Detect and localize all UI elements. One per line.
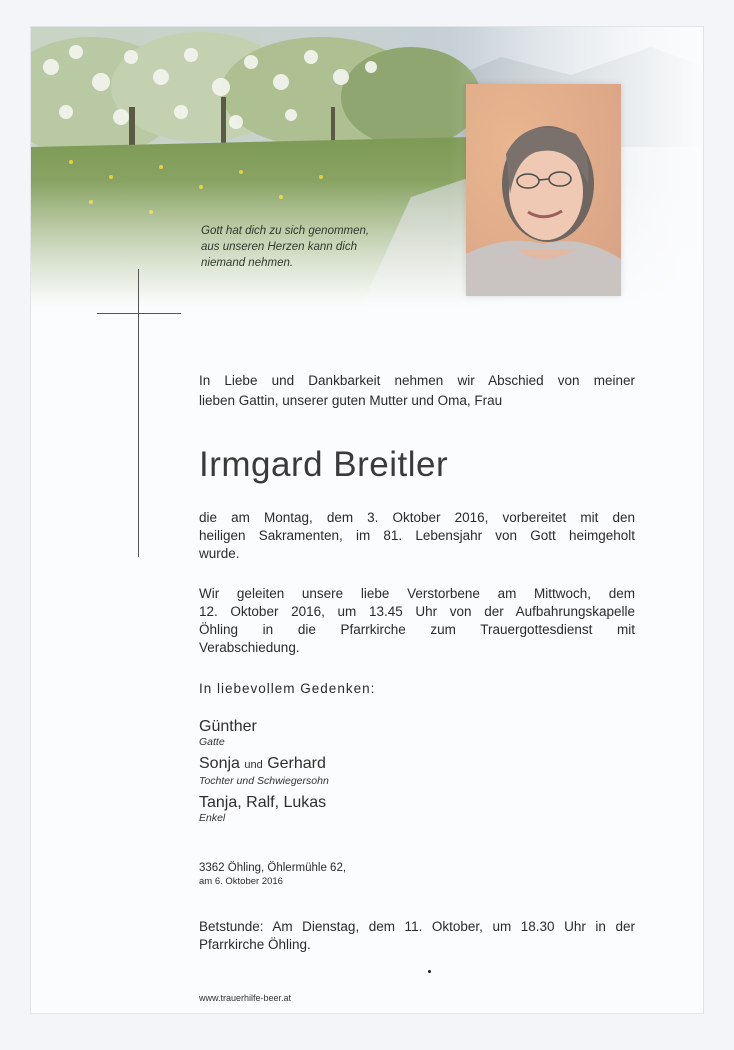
mourner-name: Tanja, Ralf, Lukas — [199, 794, 327, 811]
cross-horizontal — [97, 313, 181, 314]
paragraph-line: wurde. — [199, 546, 240, 561]
mourner-entry — [199, 793, 329, 825]
motto-line: niemand nehmen. — [201, 257, 294, 269]
motto-line: Gott hat dich zu sich genommen, — [201, 225, 370, 237]
deceased-name: Irmgard Breitler — [199, 445, 449, 484]
death-paragraph — [199, 509, 635, 563]
mourner-relation: Enkel — [199, 812, 226, 824]
decorative-dot — [428, 970, 431, 973]
mourner-name-b: Gerhard — [267, 755, 326, 772]
mourner-name-a: Sonja — [199, 755, 240, 772]
mourner-name — [199, 754, 329, 775]
paragraph-line: 12. Oktober 2016, um 13.45 Uhr von der Aufbahrungskapelle — [199, 604, 635, 619]
paragraph-line: Wir geleiten unsere liebe Verstorbene am Mittwoch, dem — [199, 586, 635, 601]
address-block — [199, 861, 346, 889]
paragraph-line: Verabschiedung. — [199, 640, 300, 655]
mourner-entry — [199, 717, 329, 749]
paragraph-line: die am Montag, dem 3. Oktober 2016, vorbereitet mit den — [199, 510, 635, 525]
mourner-relation: Gatte — [199, 736, 225, 748]
intro-line: lieben Gattin, unserer guten Mutter und Oma, Frau — [199, 393, 503, 408]
mourner-name: Günther — [199, 718, 257, 735]
motto-line: aus unseren Herzen kann dich — [201, 241, 357, 253]
parte-sheet — [30, 26, 704, 1014]
mourner-entry — [199, 754, 329, 788]
paragraph-line: heiligen Sakramenten, im 81. Lebensjahr von Gott heimgeholt — [199, 528, 635, 543]
gedenken-label: In liebevollem Gedenken: — [199, 681, 376, 696]
intro-text — [199, 371, 635, 411]
website-link[interactable]: www.trauerhilfe-beer.at — [199, 993, 292, 1003]
motto-quote — [201, 223, 431, 271]
paragraph-line: Öhling in die Pfarrkirche zum Trauergottesdienst mit — [199, 622, 635, 637]
address-line: 3362 Öhling, Öhlermühle 62, — [199, 862, 347, 874]
paragraph-line: Pfarrkirche Öhling. — [199, 937, 311, 952]
mourner-joiner: und — [244, 759, 263, 771]
address-date: am 6. Oktober 2016 — [199, 876, 283, 887]
paragraph-line: Betstunde: Am Dienstag, dem 11. Oktober, um 18.30 Uhr in der — [199, 919, 635, 934]
funeral-paragraph — [199, 585, 635, 657]
betstunde-paragraph — [199, 918, 635, 954]
mourner-relation: Tochter und Schwiegersohn — [199, 775, 329, 787]
intro-line: In Liebe und Dankbarkeit nehmen wir Abschied von meiner — [199, 373, 635, 388]
portrait-photo — [466, 84, 621, 296]
mourners-list — [199, 717, 329, 830]
